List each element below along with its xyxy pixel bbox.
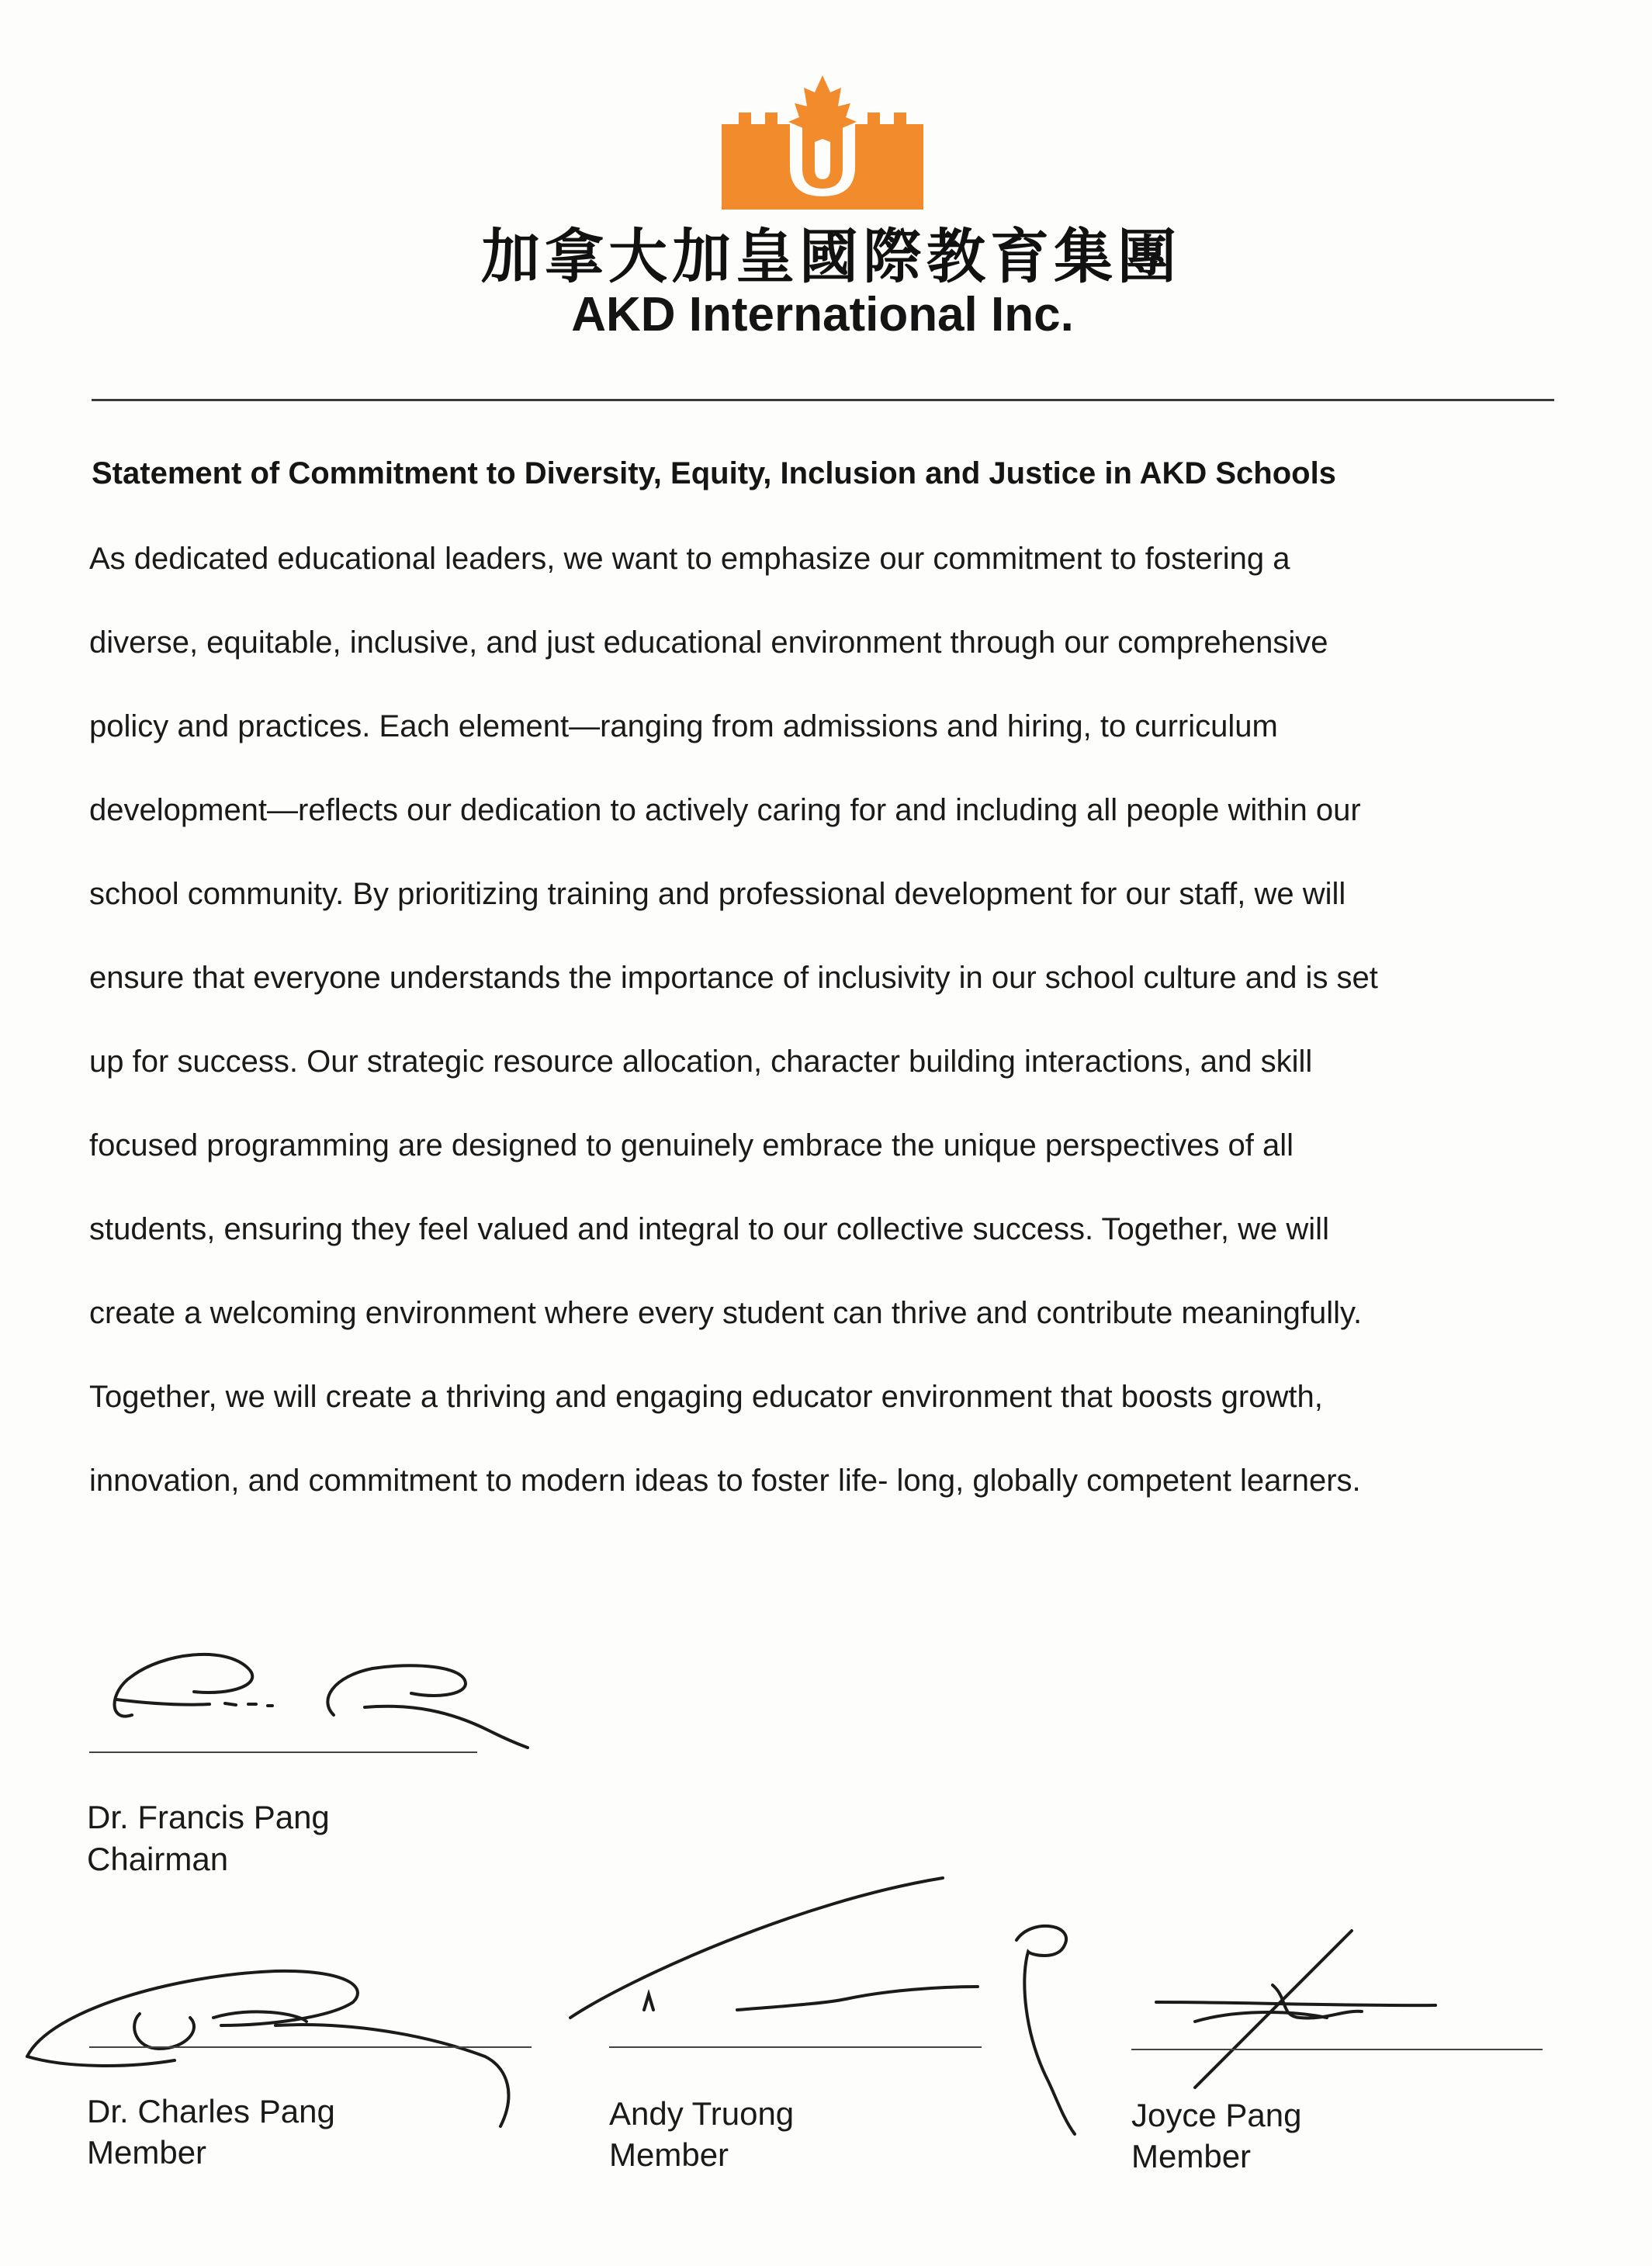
statement-line: school community. By prioritizing training and professional development for our staff, we will [89,877,1346,911]
company-name-chinese: 加拿大加皇國際教育集團 [481,222,1181,291]
signatory-title: Member [609,2136,729,2173]
statement-body [89,535,1579,1541]
signature-joyce-pang [1148,1925,1474,2095]
signature-line [89,2046,532,2048]
statement-line: innovation, and commitment to modern ideas to foster life- long, globally competent learners. [89,1464,1361,1498]
signature-andy-truong [566,1862,1094,2134]
statement-line: create a welcoming environment where every student can thrive and contribute meaningfully. [89,1296,1363,1330]
maple-leaf-icon [788,75,857,145]
signatory-title: Member [1131,2138,1252,2174]
statement-title: Statement of Commitment to Diversity, Equity, Inclusion and Justice in AKD Schools [92,456,1336,490]
signatory-title: Chairman [87,1841,229,1877]
statement-line: students, ensuring they feel valued and integral to our collective success. Together, we will [89,1212,1329,1246]
signatory-name: Andy Truong [609,2095,795,2132]
signatory-name: Joyce Pang [1131,2097,1302,2133]
statement-line: ensure that everyone understands the importance of inclusivity in our school culture and is set [89,961,1378,995]
statement-line: diverse, equitable, inclusive, and just educational environment through our comprehensive [89,625,1328,660]
statement-line: development—reflects our dedication to actively caring for and including all people within our [89,793,1361,827]
signatory-title: Member [87,2134,207,2171]
statement-line: Together, we will create a thriving and engaging educator environment that boosts growth, [89,1380,1323,1414]
company-logo [722,74,923,210]
signature-francis-pang [101,1606,543,1762]
statement-line: focused programming are designed to genuinely embrace the unique perspectives of all [89,1128,1294,1162]
signature-line [609,2046,982,2048]
signatory-name: Dr. Francis Pang [87,1799,330,1835]
signature-line [1131,2049,1543,2050]
header-divider [92,399,1554,401]
statement-line: up for success. Our strategic resource allocation, character building interactions, and skill [89,1045,1313,1079]
statement-line: policy and practices. Each element—ranging from admissions and hiring, to curriculum [89,709,1278,743]
signature-line [89,1751,477,1753]
company-name-english: AKD International Inc. [571,288,1074,341]
signatory-name: Dr. Charles Pang [87,2093,335,2129]
statement-line: As dedicated educational leaders, we want to emphasize our commitment to fostering a [89,542,1290,576]
